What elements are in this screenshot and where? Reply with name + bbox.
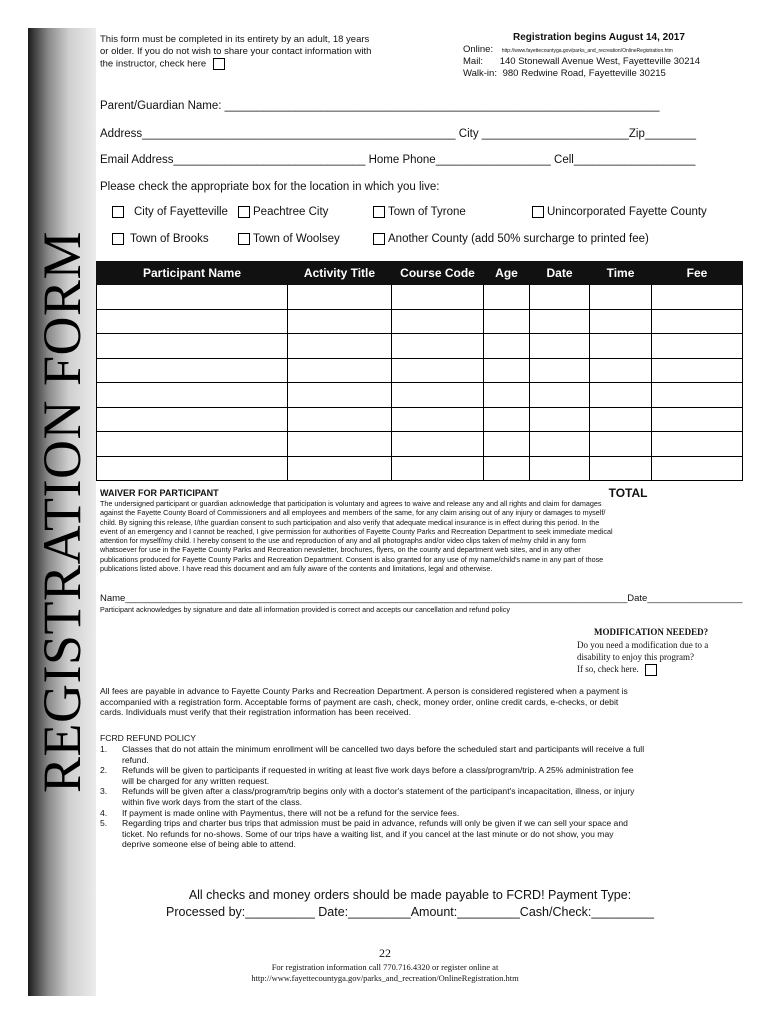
location-prompt: Please check the appropriate box for the location in which you live: bbox=[100, 181, 440, 193]
table-cell[interactable] bbox=[392, 407, 484, 432]
table-cell[interactable] bbox=[652, 407, 743, 432]
table-cell[interactable] bbox=[392, 334, 484, 359]
table-cell[interactable] bbox=[652, 432, 743, 457]
table-cell[interactable] bbox=[590, 432, 652, 457]
table-cell[interactable] bbox=[590, 334, 652, 359]
col-fee: Fee bbox=[652, 262, 743, 285]
table-cell[interactable] bbox=[97, 358, 288, 383]
table-cell[interactable] bbox=[97, 407, 288, 432]
policy-item bbox=[100, 786, 745, 807]
signature-line[interactable]: Name_______________________________________________________________________________________________Date__________________ bbox=[100, 593, 743, 604]
registration-walkin: Walk-in: 980 Redwine Road, Fayetteville 30215 bbox=[463, 68, 666, 79]
table-cell[interactable] bbox=[97, 383, 288, 408]
table-cell[interactable] bbox=[288, 407, 392, 432]
waiver-line: attention for myself/my child. I hereby consent to the use and reproduction of any and all photographs and/or video clips taken of me/my child in any form bbox=[100, 536, 586, 546]
table-cell[interactable] bbox=[652, 383, 743, 408]
location-option-another-county[interactable]: Another County (add 50% surcharge to printed fee) bbox=[373, 233, 649, 245]
table-row bbox=[97, 358, 743, 383]
registration-online: Online: http://www.fayettecountyga.gov/parks_and_recreation/OnlineRegistration.htm bbox=[463, 44, 673, 55]
table-cell[interactable] bbox=[530, 309, 590, 334]
table-cell[interactable] bbox=[590, 285, 652, 310]
waiver-line: event of an emergency and I cannot be reached, I give permission for authorities of Fayette County Parks and Recreation Department to seek immediate medical bbox=[100, 526, 613, 536]
intro-line-2: or older. If you do not wish to share your contact information with bbox=[100, 46, 372, 57]
table-cell[interactable] bbox=[484, 334, 530, 359]
policy-item bbox=[100, 818, 745, 850]
policy-item-number: 2. bbox=[100, 765, 108, 776]
table-cell[interactable] bbox=[652, 309, 743, 334]
policy-item-number: 5. bbox=[100, 818, 108, 829]
table-cell[interactable] bbox=[484, 285, 530, 310]
table-cell[interactable] bbox=[484, 309, 530, 334]
table-cell[interactable] bbox=[392, 432, 484, 457]
table-cell[interactable] bbox=[392, 456, 484, 481]
waiver-title: WAIVER FOR PARTICIPANT bbox=[100, 488, 219, 498]
table-cell[interactable] bbox=[288, 383, 392, 408]
email-phone-field[interactable]: Email Address______________________________ Home Phone__________________ Cell___________________ bbox=[100, 154, 696, 166]
table-cell[interactable] bbox=[392, 309, 484, 334]
table-cell[interactable] bbox=[652, 456, 743, 481]
intro-line-1: This form must be completed in its entirety by an adult, 18 years bbox=[100, 34, 370, 45]
registration-mail: Mail: 140 Stonewall Avenue West, Fayetteville 30214 bbox=[463, 56, 701, 67]
footer-url[interactable]: http://www.fayettecountyga.gov/parks_and_recreation/OnlineRegistration.htm bbox=[251, 973, 519, 983]
location-option-woolsey[interactable]: Town of Woolsey bbox=[238, 233, 340, 245]
table-cell[interactable] bbox=[530, 383, 590, 408]
waiver-body bbox=[100, 499, 740, 573]
table-cell[interactable] bbox=[484, 407, 530, 432]
policy-item-text: deprive someone else of being able to attend. bbox=[122, 839, 296, 850]
col-date: Date bbox=[530, 262, 590, 285]
table-cell[interactable] bbox=[97, 456, 288, 481]
office-line-1: All checks and money orders should be made payable to FCRD! Payment Type: bbox=[188, 888, 632, 902]
location-option-tyrone[interactable]: Town of Tyrone bbox=[373, 206, 466, 218]
location-option-brooks[interactable]: Town of Brooks bbox=[112, 233, 209, 245]
policy-item-number: 4. bbox=[100, 807, 108, 818]
modification-text: Do you need a modification due to a disability to enjoy this program? If so, check here. bbox=[577, 640, 709, 674]
policy-item-text: Regarding trips and charter bus trips that admission must be paid in advance, refunds will only be given if we can sell your space and bbox=[122, 818, 628, 829]
policy-item-text: Classes that do not attain the minimum enrollment will be cancelled two days before the scheduled start and participants will receive a full bbox=[122, 744, 645, 754]
table-row bbox=[97, 432, 743, 457]
table-cell[interactable] bbox=[590, 383, 652, 408]
table-cell[interactable] bbox=[530, 334, 590, 359]
table-cell[interactable] bbox=[288, 432, 392, 457]
waiver-line: publications produced for Fayette County Parks and Recreation Department. Consent is also granted for any use of my name/child's name in any part of those bbox=[100, 554, 604, 564]
location-option-fayetteville[interactable]: City of Fayetteville bbox=[112, 206, 228, 218]
waiver-line: whatsoever for use in the Fayette County Parks and Recreation newsletter, brochures, flyers, on the county and department web sites, and in any other bbox=[100, 545, 581, 555]
online-url[interactable]: http://www.fayettecountyga.gov/parks_and_recreation/OnlineRegistration.htm bbox=[501, 48, 673, 54]
table-cell[interactable] bbox=[652, 358, 743, 383]
registration-heading: Registration begins August 14, 2017 bbox=[513, 32, 685, 43]
refund-policy-list bbox=[100, 744, 745, 850]
table-cell[interactable] bbox=[97, 334, 288, 359]
waiver-line: child. By signing this release, I/the guardian consent to such participation and also verify that adequate medical insurance is in effect during this period. In the bbox=[100, 517, 600, 527]
policy-item-text: Refunds will be given after a class/program/trip begins only with a doctor's statement of the participant's incapacitation, illness, or injury bbox=[122, 786, 635, 797]
table-cell[interactable] bbox=[484, 456, 530, 481]
table-cell[interactable] bbox=[652, 334, 743, 359]
policy-item-text: Refunds will be given to participants if requested in writing at least five work days before a class/program/trip. A 25% administration fee bbox=[122, 765, 634, 776]
table-cell[interactable] bbox=[484, 383, 530, 408]
policy-item-text: If payment is made online with Paymentus, there will not be a refund for the service fees. bbox=[122, 807, 460, 818]
table-row bbox=[97, 456, 743, 481]
address-field[interactable]: Address_________________________________________________ City _______________________Zip________ bbox=[100, 128, 697, 140]
table-cell[interactable] bbox=[288, 456, 392, 481]
table-cell[interactable] bbox=[590, 358, 652, 383]
policy-item-text: will be charged for any written request. bbox=[122, 775, 270, 786]
policy-item-number: 1. bbox=[100, 744, 108, 754]
table-cell[interactable] bbox=[590, 407, 652, 432]
policy-item bbox=[100, 744, 745, 765]
policy-item-number: 3. bbox=[100, 786, 108, 797]
table-cell[interactable] bbox=[392, 285, 484, 310]
policy-item-text: ticket. No refunds for no-shows. Some of our trips have a waiting list, and if you cancel at the last minute or do not show, you may bbox=[122, 828, 614, 839]
refund-policy-title: FCRD REFUND POLICY bbox=[100, 733, 196, 743]
table-row bbox=[97, 407, 743, 432]
policy-item bbox=[100, 765, 745, 786]
modification-title: MODIFICATION NEEDED? bbox=[594, 627, 709, 637]
total-label: TOTAL bbox=[608, 485, 648, 500]
table-row bbox=[97, 285, 743, 310]
col-time: Time bbox=[590, 262, 652, 285]
table-row bbox=[97, 334, 743, 359]
office-line-2: Processed by:__________ Date:_________Amount:_________Cash/Check:_________ bbox=[166, 905, 654, 919]
table-cell[interactable] bbox=[530, 358, 590, 383]
table-cell[interactable] bbox=[530, 456, 590, 481]
policy-item bbox=[100, 808, 745, 819]
office-use bbox=[100, 887, 720, 921]
modification-checkbox[interactable] bbox=[645, 664, 657, 676]
share-info-checkbox[interactable] bbox=[213, 58, 225, 70]
table-cell[interactable] bbox=[392, 358, 484, 383]
table-cell[interactable] bbox=[530, 407, 590, 432]
footer-info: For registration information call 770.716.4320 or register online at http://www.fayettecountyga.gov/parks_and_recreation/OnlineRegistration.htm bbox=[100, 962, 670, 984]
guardian-name-field[interactable]: Parent/Guardian Name: ____________________________________________________________________ bbox=[100, 100, 660, 112]
col-age: Age bbox=[484, 262, 530, 285]
table-cell[interactable] bbox=[288, 285, 392, 310]
location-option-peachtree[interactable]: Peachtree City bbox=[238, 206, 328, 218]
table-cell[interactable] bbox=[97, 432, 288, 457]
table-row bbox=[97, 309, 743, 334]
acknowledgement: Participant acknowledges by signature and date all information provided is correct and accepts our cancellation and refund policy bbox=[100, 605, 510, 614]
table-row bbox=[97, 383, 743, 408]
table-cell[interactable] bbox=[288, 309, 392, 334]
waiver-line: publications listed above. I have read this document and am fully aware of the contents and limitations, legal and otherwise. bbox=[100, 564, 493, 574]
col-activity-title: Activity Title bbox=[288, 262, 392, 285]
table-header-row bbox=[97, 262, 743, 285]
policy-item-text: within five work days from the start of the class. bbox=[122, 796, 303, 807]
table-cell[interactable] bbox=[530, 432, 590, 457]
col-course-code: Course Code bbox=[392, 262, 484, 285]
side-title: REGISTRATION FORM bbox=[32, 230, 92, 794]
table-cell[interactable] bbox=[288, 334, 392, 359]
table-cell[interactable] bbox=[530, 285, 590, 310]
table-cell[interactable] bbox=[288, 358, 392, 383]
table-cell[interactable] bbox=[590, 309, 652, 334]
policy-item-text: refund. bbox=[122, 754, 149, 765]
table-cell[interactable] bbox=[652, 285, 743, 310]
intro-text bbox=[100, 34, 400, 71]
participant-table bbox=[96, 261, 743, 505]
table-cell[interactable] bbox=[484, 432, 530, 457]
table-cell[interactable] bbox=[484, 358, 530, 383]
table-cell[interactable] bbox=[590, 456, 652, 481]
table-cell[interactable] bbox=[392, 383, 484, 408]
waiver-line: The undersigned participant or guardian acknowledge that participation is voluntary and agrees to waive and release any and all rights and claim for damages bbox=[100, 499, 602, 508]
table-cell[interactable] bbox=[97, 285, 288, 310]
waiver-line: against the Fayette County Board of Commissioners and all employees and members of the same, for any claim arising out of any injury or damages to myself/ bbox=[100, 508, 606, 518]
col-participant-name: Participant Name bbox=[97, 262, 288, 285]
page-number: 22 bbox=[379, 946, 391, 960]
fees-text: All fees are payable in advance to Fayette County Parks and Recreation Department. A person is considered registered when a payment is accompanied with a registration form. Acceptable forms of payment are cash, check, money order, online credit cards, e-checks, or debit cards. Individuals must verify that their registration information has been received. bbox=[100, 686, 628, 718]
intro-line-3: the instructor, check here bbox=[100, 58, 400, 71]
location-option-unincorporated[interactable]: Unincorporated Fayette County bbox=[532, 206, 707, 218]
table-cell[interactable] bbox=[97, 309, 288, 334]
